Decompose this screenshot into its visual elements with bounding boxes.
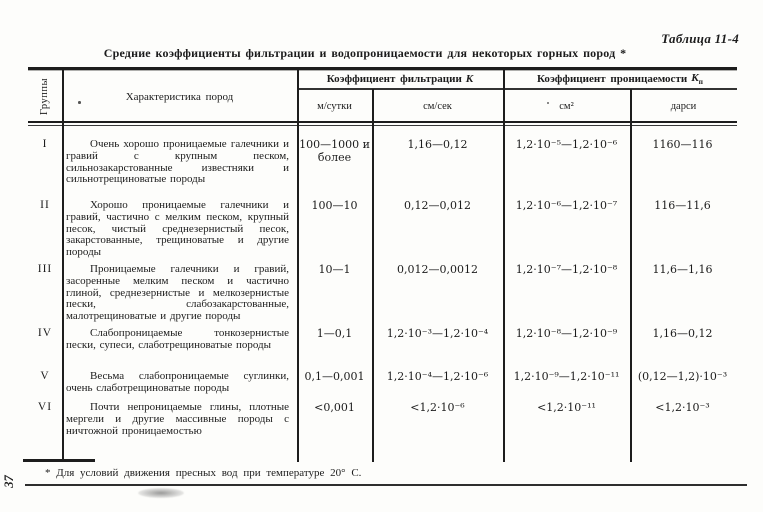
cell-cm-per-sec: 1,2·10⁻⁴—1,2·10⁻⁶ [386,370,489,383]
cell-cm-per-sec: 0,012—0,0012 [397,263,478,276]
column-header-m-per-day: м/сутки [317,100,352,112]
cell-darcy: 116—11,6 [654,199,711,212]
cell-cm2: 1,2·10⁻⁶—1,2·10⁻⁷ [515,199,618,212]
cell-characteristic: Слабопроницаемые тонкозернистые пески, супеси, слаботрещиноватые породы [66,327,289,351]
cell-cm-per-sec: 1,16—0,12 [407,138,468,151]
cell-cm2: 1,2·10⁻⁷—1,2·10⁻⁸ [515,263,618,276]
page-bottom-rule [25,484,747,486]
cell-group: VI [37,401,53,413]
cell-m-per-day: <0,001 [314,401,355,414]
page-title: Средние коэффициенты фильтрации и водопроницаемости для некоторых горных пород * [103,46,627,60]
cell-cm-per-sec: <1,2·10⁻⁶ [410,401,465,414]
scan-smudge [138,488,184,498]
scan-speck [78,101,81,104]
footnote: * Для условий движения пресных вод при температуре 20° С. [45,467,362,479]
column-header-filtration [297,69,503,89]
permeability-symbol-subscript: п [698,77,703,87]
column-header-permeability [503,69,737,89]
cell-cm2: <1,2·10⁻¹¹ [537,401,596,414]
page-number-text: 37 [1,474,16,488]
cell-cm2: 1,2·10⁻⁸—1,2·10⁻⁹ [515,327,618,340]
column-header-groups [28,70,62,122]
cell-darcy: 1160—116 [652,138,713,151]
cell-darcy: 1,16—0,12 [652,327,713,340]
footnote-rule [23,459,95,462]
filtration-header-text: Коэффициент фильтрации [326,73,462,85]
cell-characteristic: Почти непроницаемые глины, плотные мергели и другие массивные породы с ничтожной проницаемостью [66,401,289,437]
page-number [0,468,18,494]
cell-characteristic: Хорошо проницаемые галечники и гравий, частично с мелким песком, крупный песок, чистый среднезернистый песок, закарстованные, трещиноватые и другие породы [66,199,289,259]
cell-group: II [40,199,50,211]
cell-m-per-day: 0,1—0,001 [304,370,365,383]
cell-darcy: 11,6—1,16 [652,263,713,276]
column-header-cm-per-sec: см/сек [423,100,452,112]
cell-cm2: 1,2·10⁻⁹—1,2·10⁻¹¹ [513,370,620,383]
table-body [28,126,735,461]
cell-group: III [37,263,53,275]
cell-cm2: 1,2·10⁻⁵—1,2·10⁻⁶ [515,138,618,151]
column-header-cm2: см² [559,100,574,112]
permeability-symbol-letter: К [691,71,699,84]
cell-m-per-day: 100—10 [311,199,358,212]
cell-m-per-day: 100—1000 и более [299,138,370,164]
filtration-symbol: К [465,73,474,85]
cell-characteristic: Весьма слабопроницаемые суглинки, очень слаботрещиноватые породы [66,370,289,394]
cell-m-per-day: 1—0,1 [316,327,353,340]
cell-m-per-day: 10—1 [318,263,351,276]
scan-speck [547,102,549,104]
cell-characteristic: Проницаемые галечники и гравий, засоренные мелким песком и частично глиной, среднезернистые и мелкозернистые пески, слабозакарстованные, малотрещиноватые и другие породы [66,263,289,323]
cell-characteristic: Очень хорошо проницаемые галечники и гравий с крупным песком, сильнозакарстованные известняки и сильнотрещиноватые породы [66,138,289,186]
permeability-header-text: Коэффициент проницаемости [537,73,688,85]
cell-darcy: (0,12—1,2)·10⁻³ [637,370,728,383]
cell-group: I [42,138,48,150]
cell-group: IV [37,327,53,339]
cell-group: V [40,370,50,382]
column-header-darcy: дарси [670,100,697,112]
permeability-symbol [691,72,703,86]
column-header-characteristic: Характеристика пород [125,90,234,103]
groups-rotated-label: Группы [39,77,51,115]
table-number-label: Таблица 11-4 [661,31,739,46]
cell-cm-per-sec: 1,2·10⁻³—1,2·10⁻⁴ [386,327,489,340]
cell-darcy: <1,2·10⁻³ [655,401,710,414]
cell-cm-per-sec: 0,12—0,012 [404,199,471,212]
